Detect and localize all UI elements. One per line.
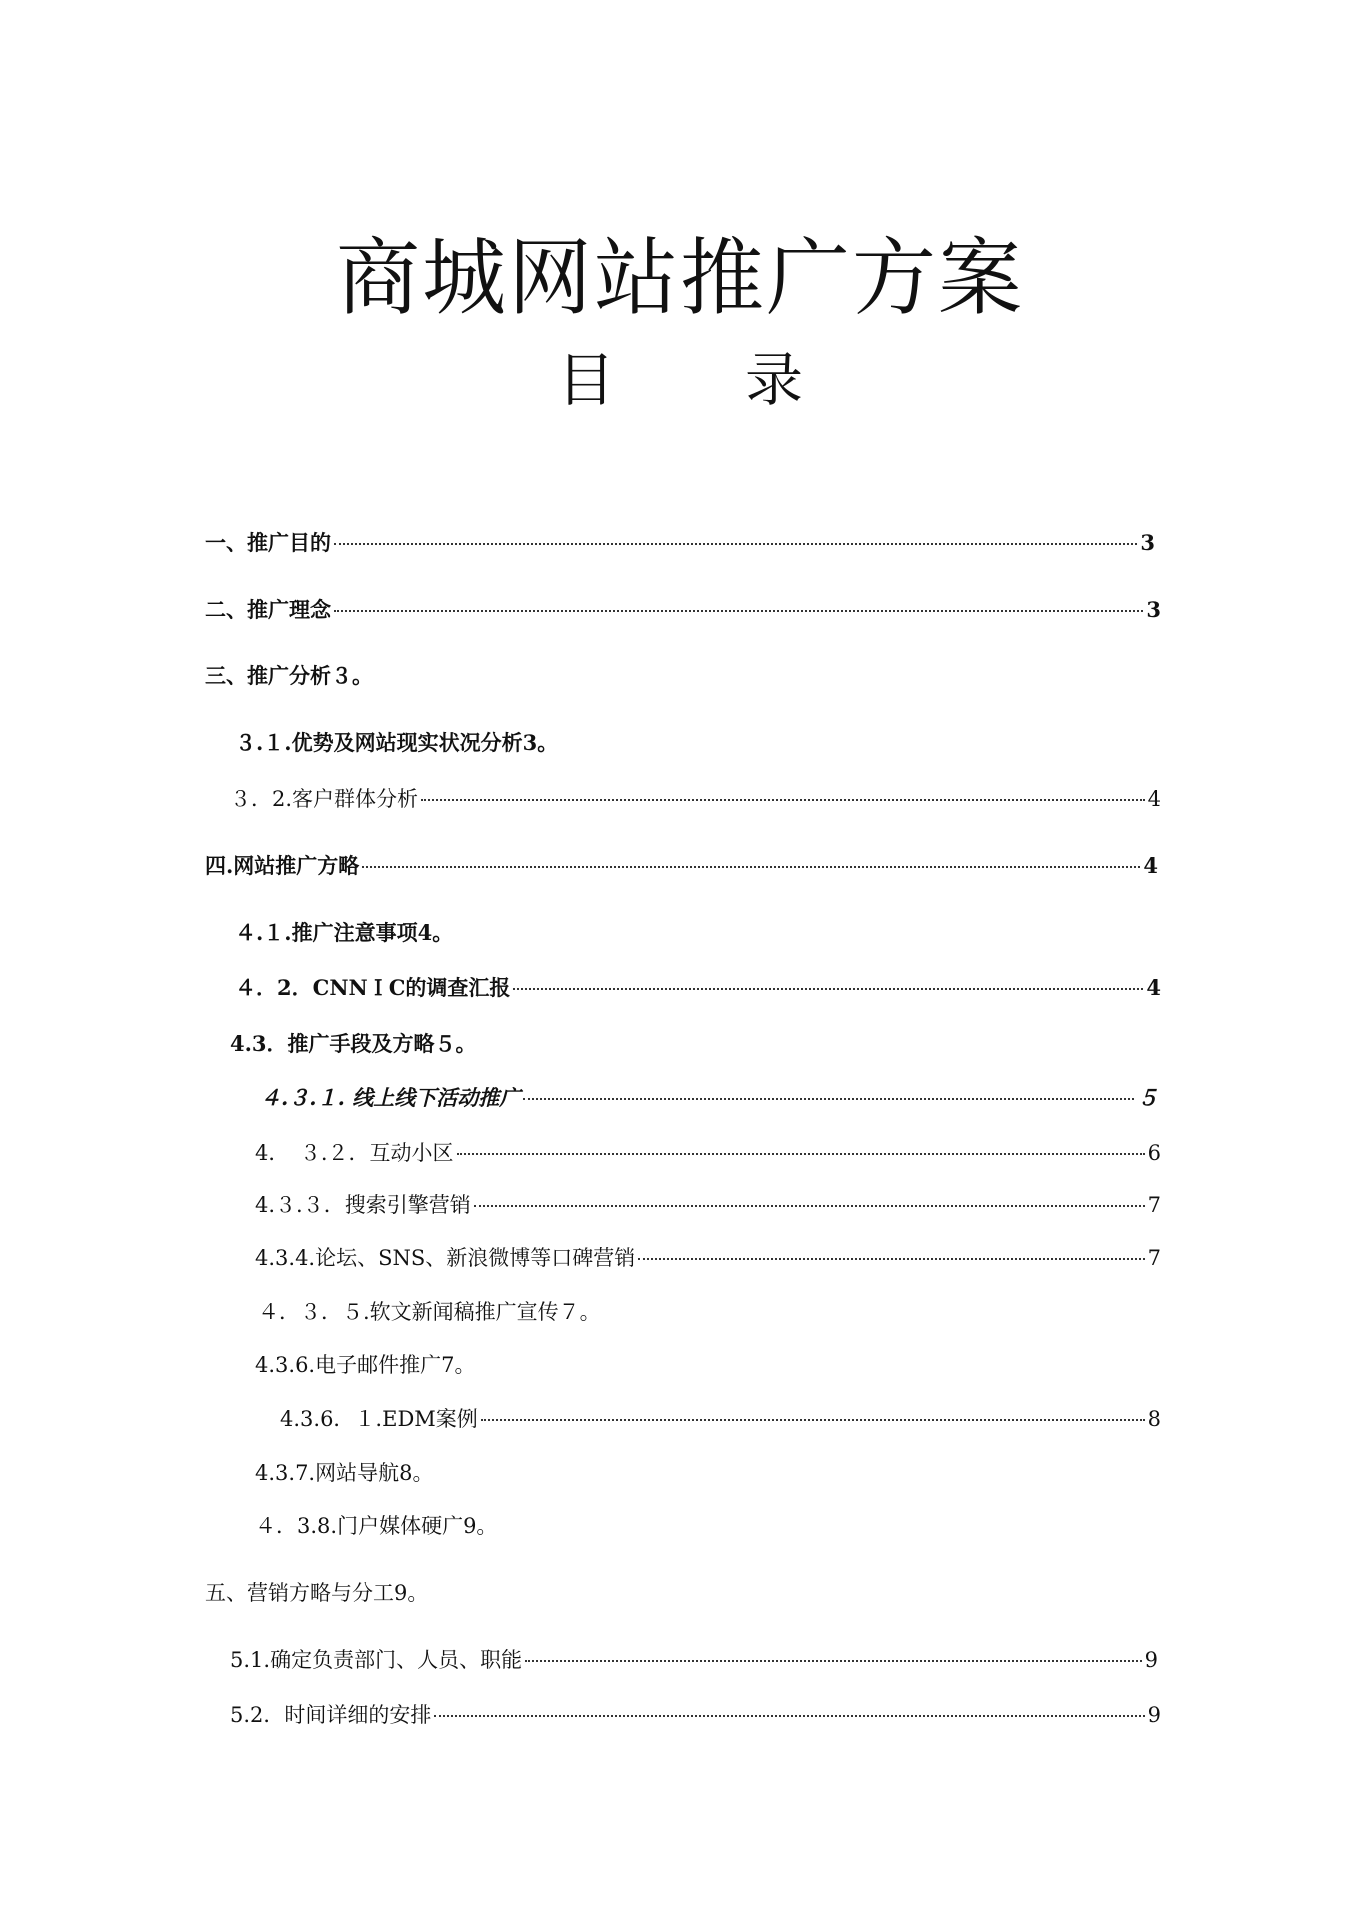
toc-entry-label: 4.3.6．１.EDM案例 xyxy=(280,1407,478,1431)
toc-leader xyxy=(474,1205,1145,1207)
toc-entry-label: 5.2．时间详细的安排 xyxy=(230,1703,432,1727)
toc-entry-label: 4.3.6.电子邮件推广7。 xyxy=(255,1353,476,1377)
toc-entry[interactable] xyxy=(255,1138,1161,1168)
toc-leader xyxy=(481,1419,1145,1421)
toc-entry-label: 四.网站推广方略 xyxy=(205,853,360,878)
toc-leader xyxy=(362,866,1140,868)
toc-entry-label: ４.３.１. 线上线下活动推广 xyxy=(260,1085,521,1110)
toc-entry[interactable] xyxy=(230,784,1161,814)
toc-leader xyxy=(638,1258,1144,1260)
toc-entry-label: ４．3.8.门户媒体硬广9。 xyxy=(255,1514,498,1538)
toc-entry[interactable] xyxy=(255,1190,1161,1220)
toc-entry[interactable] xyxy=(230,1029,477,1059)
toc-leader xyxy=(421,799,1145,801)
toc-entry[interactable] xyxy=(255,1458,433,1488)
toc-entry-page: 4 xyxy=(1143,853,1158,878)
toc-entry[interactable] xyxy=(230,1700,1161,1730)
toc-entry-label: 4.３.３．搜索引擎营销 xyxy=(255,1193,471,1217)
toc-entry[interactable] xyxy=(255,1511,497,1541)
toc-entry-label: ４.１.推广注意事项4。 xyxy=(235,920,454,945)
toc-entry-label: ３.１.优势及网站现实状况分析3。 xyxy=(235,730,559,755)
toc-entry-label: 4． ３.２．互动小区 xyxy=(255,1141,454,1165)
toc-entry-page: 7 xyxy=(1147,1193,1161,1217)
toc-entry-page: 7 xyxy=(1147,1246,1161,1270)
toc-leader xyxy=(525,1660,1142,1662)
toc-leader xyxy=(457,1153,1145,1155)
toc-entry[interactable] xyxy=(205,661,373,691)
toc-entry[interactable] xyxy=(205,595,1161,625)
toc-entry[interactable] xyxy=(235,973,1161,1003)
document-title: 商城网站推广方案 xyxy=(335,229,1024,327)
toc-entry[interactable] xyxy=(205,1578,428,1608)
toc-entry[interactable] xyxy=(280,1404,1161,1434)
toc-entry-label: 五、营销方略与分工9。 xyxy=(205,1581,429,1605)
toc-entry[interactable] xyxy=(255,1350,475,1380)
toc-heading-right: 录 xyxy=(745,346,804,414)
toc-entry-page: 8 xyxy=(1147,1407,1161,1431)
toc-entry[interactable] xyxy=(260,1083,1158,1113)
toc-entry-page: 4 xyxy=(1147,787,1161,811)
toc-leader xyxy=(434,1715,1144,1717)
toc-leader xyxy=(513,988,1143,990)
toc-leader xyxy=(334,543,1137,545)
toc-entry-label: 4.3.7.网站导航8。 xyxy=(255,1461,434,1485)
toc-entry-label: 4.3．推广手段及方略５。 xyxy=(230,1031,477,1056)
toc-entry[interactable] xyxy=(230,1645,1158,1675)
toc-entry-label: ４．2．CNNＩC的调查汇报 xyxy=(235,975,511,1000)
toc-entry[interactable] xyxy=(235,728,558,758)
toc-entry-page: 6 xyxy=(1147,1141,1161,1165)
toc-entry[interactable] xyxy=(258,1297,601,1327)
toc-entry-page: 9 xyxy=(1144,1648,1158,1672)
toc-entry-label: 三、推广分析３。 xyxy=(205,663,373,688)
toc-entry-label: 二、推广理念 xyxy=(205,597,331,622)
toc-entry-label: 4.3.4.论坛、SNS、新浪微博等口碑营销 xyxy=(255,1246,636,1270)
toc-entry-label: ４．３．５.软文新闻稿推广宣传７。 xyxy=(258,1300,601,1324)
toc-entry[interactable] xyxy=(235,918,453,948)
toc-heading-left: 目 xyxy=(556,346,615,414)
toc-leader xyxy=(523,1098,1134,1100)
toc-entry[interactable] xyxy=(205,528,1155,558)
toc-entry-page: 9 xyxy=(1147,1703,1161,1727)
toc-entry[interactable] xyxy=(255,1243,1161,1273)
toc-leader xyxy=(334,610,1143,612)
toc-entry-page: 4 xyxy=(1146,975,1161,1000)
toc-entry-page: ５ xyxy=(1137,1085,1158,1110)
toc-entry[interactable] xyxy=(205,851,1158,881)
toc-entry-label: 一、推广目的 xyxy=(205,530,331,555)
toc-entry-label: ３．2.客户群体分析 xyxy=(230,787,419,811)
toc-entry-label: 5.1.确定负责部门、人员、职能 xyxy=(230,1648,523,1672)
toc-entry-page: 3 xyxy=(1146,597,1161,622)
toc-entry-page: 3 xyxy=(1140,530,1155,555)
